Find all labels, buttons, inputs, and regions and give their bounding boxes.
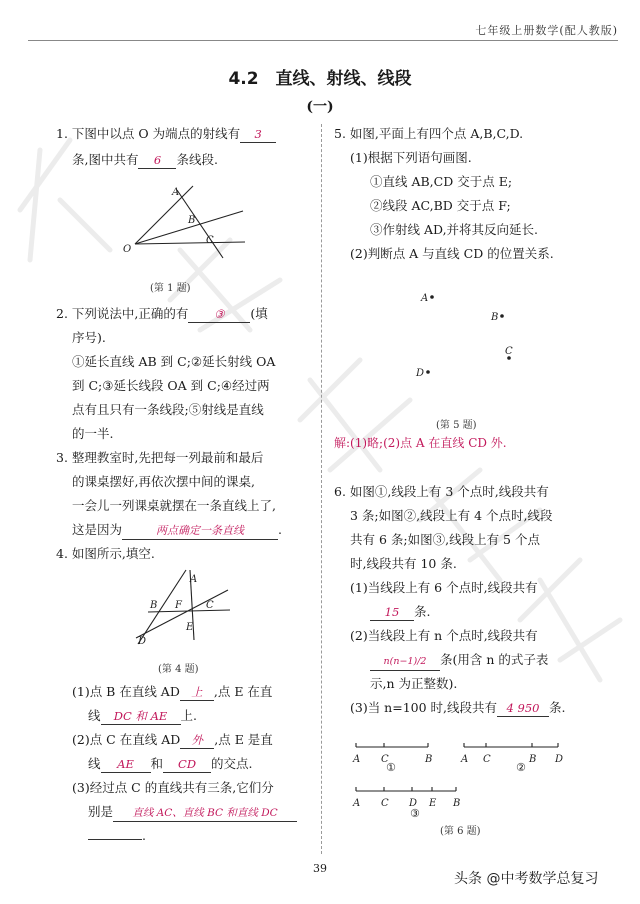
q6-part3-line: (3)当 n=100 时,线段共有 4 950 条.	[350, 700, 566, 715]
q5-line6: (2)判断点 A 与直线 CD 的位置关系.	[350, 246, 554, 261]
q4-part3-blank-continued	[88, 839, 142, 840]
q5-figure	[412, 286, 522, 386]
q1-caption: (第 1 题)	[150, 283, 191, 294]
q4-part1-line2: 线 DC 和 AE 上.	[88, 708, 197, 723]
q6-part2-line3: 示,n 为正整数).	[370, 676, 458, 691]
q6-line2: 3 条;如图②,线段上有 4 个点时,线段	[350, 508, 553, 523]
q6-fig1-point-b: B	[425, 754, 433, 765]
q5-dot-d	[426, 370, 430, 374]
page-number: 39	[313, 862, 327, 875]
q1-transversal	[177, 190, 223, 258]
q5-line5: ③作射线 AD,并将其反向延长.	[370, 222, 539, 237]
q1-point-c: C	[206, 235, 214, 246]
q6-part1-answer: 15	[370, 604, 414, 621]
q6-fig3-point-e: E	[429, 798, 437, 809]
q6-line4: 时,线段共有 10 条.	[350, 556, 457, 571]
column-divider	[321, 124, 322, 854]
q1-ray-oc	[135, 242, 245, 244]
q6-part2-line2: n(n−1)/2 条(用含 n 的式子表	[370, 648, 548, 672]
q2-line1: 2. 下列说法中,正确的有 ③ (填	[56, 306, 268, 321]
q4-line1: 4. 如图所示,填空.	[56, 546, 155, 561]
q5-dot-b	[500, 314, 504, 318]
q4-part2-line2: 线 AE 和 CD 的交点.	[88, 756, 253, 771]
q3-line2: 的课桌摆好,再依次摆中间的课桌,	[72, 474, 255, 489]
q5-solution: 解:(1)略;(2)点 A 在直线 CD 外.	[334, 436, 507, 450]
q4-point-f: F	[175, 600, 182, 611]
q6-fig1-point-a: A	[353, 754, 361, 765]
q6-line1: 6. 如图①,线段上有 3 个点时,线段共有	[334, 484, 549, 499]
q3-answer: 两点确定一条直线	[122, 523, 278, 540]
q2-line3: ①延长直线 AB 到 C;②延长射线 OA	[72, 354, 276, 369]
q1-line1: 1. 下图中以点 O 为端点的射线有 3	[56, 122, 276, 146]
q6-fig2-point-a: A	[461, 754, 469, 765]
q4-part1-answer1: 上	[180, 684, 214, 701]
q6-fig3-point-a: A	[353, 798, 361, 809]
q6-line3: 共有 6 条;如图③,线段上有 5 个点	[350, 532, 540, 547]
q4-part1-line1: (1)点 B 在直线 AD 上 ,点 E 在直	[72, 684, 273, 699]
q4-point-b: B	[150, 600, 158, 611]
q2-line6: 的一半.	[72, 426, 114, 441]
q5-line3: ①直线 AB,CD 交于点 E;	[370, 174, 513, 189]
q6-fig2-label: ②	[516, 761, 526, 774]
q6-fig3-point-b: B	[453, 798, 461, 809]
q6-fig3-point-d: D	[409, 798, 418, 809]
q2-answer: ③	[188, 306, 250, 323]
q5-point-a: A	[421, 293, 429, 304]
q1-line2: 条,图中共有 6 条线段.	[72, 152, 218, 167]
q1-answer-2: 6	[138, 152, 176, 169]
footer-watermark: 头条 @中考数学总复习	[454, 871, 599, 887]
q4-line-dc	[136, 590, 228, 638]
q4-part2-answer2: AE	[101, 756, 151, 773]
q3-line1: 3. 整理教室时,先把每一列最前和最后	[56, 450, 264, 465]
q6-caption: (第 6 题)	[440, 826, 481, 837]
q6-fig1-label: ①	[386, 761, 396, 774]
q6-part1-line1: (1)当线段上有 6 个点时,线段共有	[350, 580, 538, 595]
q4-figure	[128, 568, 238, 653]
q6-fig3-label: ③	[410, 807, 420, 820]
q4-part3-line3: .	[88, 824, 146, 848]
q3-line4: 这是因为 两点确定一条直线 .	[72, 518, 282, 542]
q6-fig2-point-d: D	[555, 754, 564, 765]
q4-part2-answer3: CD	[163, 756, 211, 773]
q4-part3-line2: 别是 直线 AC、直线 BC 和直线 DC	[88, 800, 297, 824]
q5-line1: 5. 如图,平面上有四个点 A,B,C,D.	[334, 126, 524, 141]
q4-caption: (第 4 题)	[158, 664, 199, 675]
q5-point-b: B	[491, 312, 499, 323]
q6-part2-answer: n(n−1)/2	[370, 654, 440, 671]
q6-fig1-point-c: C	[381, 754, 389, 765]
q3-line3: 一会儿一列课桌就摆在一条直线上了,	[72, 498, 276, 513]
q1-point-b: B	[188, 215, 196, 226]
q4-part2-line1: (2)点 C 在直线 AD 外 ,点 E 是直	[72, 732, 273, 747]
q6-part1-line2: 15 条.	[370, 600, 430, 624]
q6-figure	[346, 735, 586, 833]
header-rule	[28, 40, 618, 41]
q2-line4: 到 C;③延长线段 OA 到 C;④经过两	[72, 378, 270, 393]
q4-point-e: E	[186, 622, 194, 633]
q6-fig2-point-c: C	[483, 754, 491, 765]
q5-dot-a	[430, 295, 434, 299]
q1-answer-1: 3	[240, 126, 276, 143]
q2-line5: 点有且只有一条线段;⑤射线是直线	[72, 402, 264, 417]
q5-point-d: D	[416, 368, 425, 379]
q1-point-a: A	[172, 187, 180, 198]
q1-figure	[115, 178, 250, 263]
q4-part3-line1: (3)经过点 C 的直线共有三条,它们分	[72, 780, 274, 795]
q1-point-o: O	[123, 244, 132, 255]
q4-part1-answer2: DC 和 AE	[101, 708, 181, 725]
q5-point-c: C	[505, 346, 513, 357]
q4-point-a: A	[190, 574, 198, 585]
book-header: 七年级上册数学(配人教版)	[475, 24, 618, 37]
q5-caption: (第 5 题)	[436, 420, 477, 431]
q4-part2-answer1: 外	[180, 732, 214, 749]
section-subtitle: (一)	[306, 99, 334, 115]
q2-line2: 序号).	[72, 330, 106, 345]
q4-point-c: C	[206, 600, 214, 611]
q5-line2: (1)根据下列语句画图.	[350, 150, 472, 165]
q6-part2-line1: (2)当线段上有 n 个点时,线段共有	[350, 628, 538, 643]
q4-part3-answer: 直线 AC、直线 BC 和直线 DC	[113, 805, 297, 822]
q6-fig2-point-b: B	[529, 754, 537, 765]
q5-line4: ②线段 AC,BD 交于点 F;	[370, 198, 511, 213]
q4-point-d: D	[138, 636, 147, 647]
q6-fig3-point-c: C	[381, 798, 389, 809]
section-title: 4.2 直线、射线、线段	[228, 69, 412, 89]
q6-part3-answer: 4 950	[497, 700, 549, 717]
